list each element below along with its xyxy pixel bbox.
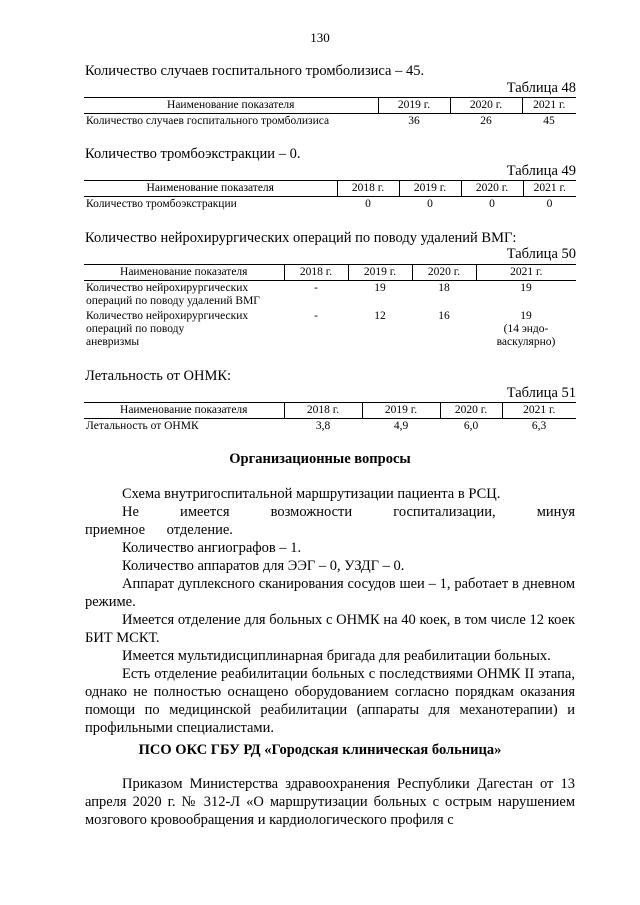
value-line: (14 эндо- bbox=[503, 323, 549, 335]
col-header: Наименование показателя bbox=[84, 403, 284, 419]
table-cell: - bbox=[314, 282, 318, 294]
table-cell: Количество случаев госпитального тромболизиса bbox=[86, 115, 330, 127]
table-cell: 19 bbox=[520, 282, 532, 294]
row-name-line: Количество нейрохирургических bbox=[86, 310, 249, 322]
t49-caption: Таблица 49 bbox=[506, 163, 576, 179]
col-header: 2020 г. bbox=[412, 265, 476, 281]
page-number: 130 bbox=[310, 30, 330, 45]
table-cell: Летальность от ОНМК bbox=[86, 420, 199, 432]
value-line: 19 bbox=[520, 310, 532, 322]
t50-caption: Таблица 50 bbox=[506, 246, 576, 262]
table-cell: 0 bbox=[489, 198, 495, 210]
table-cell: 26 bbox=[480, 115, 492, 127]
col-header: Наименование показателя bbox=[84, 181, 337, 197]
col-header: 2021 г. bbox=[476, 265, 576, 281]
table-cell: 16 bbox=[438, 310, 450, 322]
table-cell: Количество тромбоэкстракции bbox=[86, 198, 237, 210]
table-row bbox=[84, 309, 576, 350]
table-cell: 6,3 bbox=[531, 420, 547, 432]
table-cell: 6,0 bbox=[463, 420, 479, 432]
paragraph: Имеется мультидисциплинарная бригада для реабилитации больных. bbox=[122, 648, 551, 664]
col-header: 2019 г. bbox=[378, 98, 450, 114]
col-header: 2018 г. bbox=[284, 403, 362, 419]
table-cell: 0 bbox=[546, 198, 553, 210]
paragraph: Количество аппаратов для ЭЭГ – 0, УЗДГ – 0. bbox=[122, 558, 405, 574]
t51-caption: Таблица 51 bbox=[506, 385, 576, 401]
table-cell: 0 bbox=[365, 198, 371, 210]
paragraph: Не имеется возможности госпитализации, минуя приемное отделение. bbox=[85, 504, 575, 538]
row-name-line: Количество нейрохирургических bbox=[86, 282, 249, 294]
table-50 bbox=[84, 264, 576, 350]
col-header: 2020 г. bbox=[440, 403, 502, 419]
col-header: Наименование показателя bbox=[84, 265, 284, 281]
col-header: 2020 г. bbox=[450, 98, 522, 114]
col-header: 2019 г. bbox=[399, 181, 461, 197]
paragraph: Количество ангиографов – 1. bbox=[122, 540, 302, 556]
row-name-line: операций по поводу bbox=[86, 323, 185, 335]
paragraph: Аппарат дуплексного сканирования сосудов шеи – 1, работает в дневном режиме. bbox=[85, 576, 575, 610]
paragraph: Имеется отделение для больных с ОНМК на 40 коек, в том числе 12 коек БИТ МСКТ. bbox=[85, 612, 575, 646]
table-cell: 4,9 bbox=[393, 420, 409, 432]
table-cell: - bbox=[314, 310, 318, 322]
t49-intro: Количество тромбоэкстракции – 0. bbox=[85, 146, 301, 162]
value-line: васкулярно) bbox=[496, 336, 556, 348]
t50-intro: Количество нейрохирургических операций по поводу удалений ВМГ: bbox=[85, 230, 517, 246]
table-cell: 19 bbox=[374, 282, 386, 294]
col-header: 2019 г. bbox=[362, 403, 440, 419]
table-cell: 3,8 bbox=[315, 420, 331, 432]
col-header: 2021 г. bbox=[502, 403, 576, 419]
table-cell: 12 bbox=[374, 310, 386, 322]
t51-intro: Летальность от ОНМК: bbox=[85, 368, 232, 384]
table-row bbox=[84, 281, 576, 310]
section-body bbox=[85, 775, 575, 829]
table-row bbox=[84, 114, 576, 130]
paragraph: Приказом Министерства здравоохранения Республики Дагестан от 13 апреля 2020 г. № 312-Л «О маршрутизации больных с острым нарушением мозгового кровообращения и кардиологического профиля с bbox=[85, 776, 575, 828]
table-cell: 18 bbox=[438, 282, 450, 294]
col-header: 2021 г. bbox=[523, 181, 576, 197]
section-heading: Организационные вопросы bbox=[229, 451, 411, 467]
col-header: 2020 г. bbox=[461, 181, 523, 197]
table-row bbox=[84, 419, 576, 435]
paragraph: Есть отделение реабилитации больных с последствиями ОНМК II этапа, однако не полностью оснащено оборудованием согласно порядкам оказания помощи по медицинской реабилитации (аппараты для механотерапии) и профильными специалистами. bbox=[85, 666, 575, 736]
col-header: Наименование показателя bbox=[84, 98, 378, 114]
col-header: 2019 г. bbox=[348, 265, 412, 281]
t48-caption: Таблица 48 bbox=[506, 80, 576, 96]
table-cell: 0 bbox=[427, 198, 433, 210]
section-body bbox=[85, 485, 575, 737]
t48-intro: Количество случаев госпитального тромболизиса – 45. bbox=[85, 63, 425, 79]
table-51 bbox=[84, 402, 576, 434]
table-49 bbox=[84, 180, 576, 212]
row-name-line: аневризмы bbox=[86, 336, 140, 348]
table-48 bbox=[84, 97, 576, 129]
table-cell: 36 bbox=[408, 115, 420, 127]
table-row bbox=[84, 197, 576, 213]
col-header: 2021 г. bbox=[522, 98, 576, 114]
table-cell bbox=[476, 309, 576, 350]
table-cell: 45 bbox=[543, 115, 555, 127]
section-heading: ПСО ОКС ГБУ РД «Городская клиническая больница» bbox=[138, 742, 502, 758]
col-header: 2018 г. bbox=[337, 181, 399, 197]
row-name-line: операций по поводу удалений ВМГ bbox=[86, 295, 260, 307]
table-cell bbox=[84, 309, 284, 350]
table-cell bbox=[84, 281, 284, 310]
paragraph: Схема внутригоспитальной маршрутизации пациента в РСЦ. bbox=[122, 486, 501, 502]
col-header: 2018 г. bbox=[284, 265, 348, 281]
